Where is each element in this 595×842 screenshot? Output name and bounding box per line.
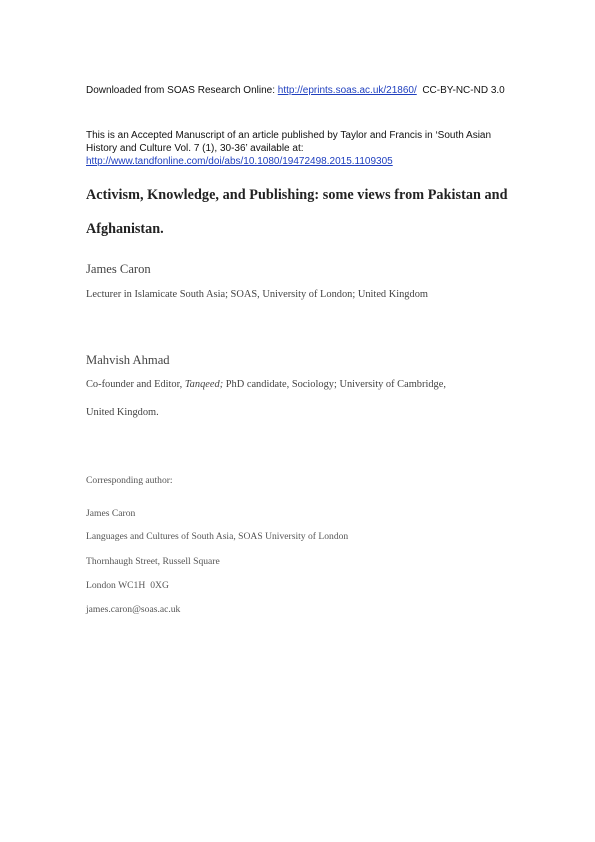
license-text: CC-BY-NC-ND 3.0 — [422, 85, 505, 96]
author-affiliation-1: Lecturer in Islamicate South Asia; SOAS, University of London; United Kingdom — [86, 289, 428, 300]
postcode-text: 0XG — [150, 580, 169, 591]
corresponding-department: Languages and Cultures of South Asia, SOAS University of London — [86, 531, 349, 542]
author-name-2: Mahvish Ahmad — [86, 353, 170, 367]
manuscript-notice — [86, 129, 515, 168]
article-title-line-1: Activism, Knowledge, and Publishing: some views from Pakistan and — [86, 187, 508, 203]
city-text: London WC1H — [86, 580, 146, 591]
journal-name: Tanqeed; — [184, 379, 224, 390]
download-prefix: Downloaded from SOAS Research Online: — [86, 85, 278, 96]
corresponding-city — [86, 580, 515, 591]
article-title-line-2: Afghanistan. — [86, 221, 164, 237]
corresponding-name: James Caron — [86, 508, 136, 519]
author-affiliation-2 — [86, 379, 515, 390]
corresponding-email: james.caron@soas.ac.uk — [86, 604, 181, 615]
manuscript-note: This is an Accepted Manuscript of an article published by Taylor and Francis in ‘South Asian History and Culture Vol. 7 (1), 30-36’ available at: — [86, 130, 492, 154]
affiliation-prefix: Co-founder and Editor, — [86, 379, 185, 390]
download-notice — [86, 84, 515, 97]
eprints-link[interactable]: http://eprints.soas.ac.uk/21860/ — [277, 85, 417, 96]
corresponding-street: Thornhaugh Street, Russell Square — [86, 556, 220, 567]
article-doi-link[interactable]: http://www.tandfonline.com/doi/abs/10.1080/19472498.2015.1109305 — [86, 156, 393, 167]
corresponding-author-label: Corresponding author: — [86, 475, 173, 486]
affiliation-rest: PhD candidate, Sociology; University of Cambridge, — [223, 379, 446, 390]
author-affiliation-2-line-2: United Kingdom. — [86, 407, 159, 418]
author-name-1: James Caron — [86, 262, 151, 276]
